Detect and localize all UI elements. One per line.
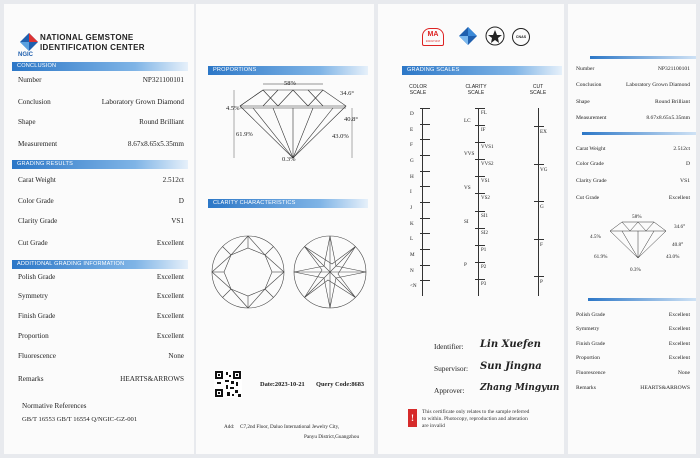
s-culet: 0.3% (630, 267, 641, 273)
crown-height: 4.5% (226, 105, 240, 112)
seal-badge-icon (485, 26, 505, 46)
ngic-logo-icon (18, 32, 40, 52)
clarity-subgrade-label: P2 (481, 264, 487, 270)
cut-grade-label: EX (540, 129, 547, 135)
clarity-tick (475, 125, 485, 126)
identifier-label: Identifier: (434, 342, 464, 351)
address-line2: Panyu District,Guangzhou (304, 434, 360, 440)
panel-summary: Number NP321100101 Conclusion Laboratory Grown Diamond Shape Round Brilliant Measurement 8.67x8.65x5.35mm Carat Weight 2.512ct Color Grade D Clarity Grade VS1 Cut Grade Excellent 58% 34.6° 4.5% 40.8° 61.9% 43.0% 0.3% Polish Grade Excellent Symmetry Excellent Finish Grade Excellent Proportion Excellent Fluorescence None Remarks HEARTS&ARROWS (568, 4, 696, 454)
s-crown-height: 4.5% (590, 234, 601, 240)
clarity-tick (475, 211, 485, 212)
cut-grade-label: G (540, 204, 544, 211)
cut-grade-label: F (540, 241, 543, 248)
cut-tick (534, 239, 544, 240)
crown-angle: 34.6° (340, 90, 354, 97)
supervisor-signature: Sun Jingna (480, 361, 542, 372)
cut-tick (534, 201, 544, 202)
warning-icon: ! (408, 409, 417, 427)
total-depth: 61.9% (236, 131, 253, 138)
approver-label: Approver: (434, 386, 465, 395)
color-grade-label: G (410, 158, 414, 164)
address-line1: C7,2nd Floor, Daluo International Jewelry City, (240, 424, 340, 430)
clarity-subgrade-label: P3 (481, 281, 487, 287)
color-tick (420, 218, 430, 219)
query-code: Query Code:8683 (316, 381, 365, 388)
color-grade-label: <N (410, 283, 417, 290)
clarity-subgrade-label: VS2 (481, 196, 490, 202)
issue-date: Date:2023-10-21 (260, 381, 305, 388)
color-tick (420, 155, 430, 156)
color-tick (420, 139, 430, 140)
clarity-subgrade-label: VVS1 (481, 145, 494, 151)
clarity-group-label: SI (464, 219, 469, 226)
table-pct: 58% (284, 80, 296, 87)
clarity-subgrade-label: SI1 (481, 213, 488, 219)
cut-tick (534, 126, 544, 127)
clarity-subgrade-label: IF (481, 128, 486, 134)
identifier-signature: Lin Xuefen (480, 339, 541, 350)
top-accent-line (590, 56, 696, 59)
clarity-group-label: P (464, 261, 467, 268)
panel-conclusion: NATIONAL GEMSTONE IDENTIFICATION CENTER NGIC CONCLUSION Number NP321100101 Conclusion Laboratory Grown Diamond Shape Round Brilliant Measurement 8.67x8.65x5.35mm GRADING RESULTS Carat Weight 2.512ct Color Grade D Clarity Grade VS1 Cut Grade Excellent ADDITIONAL GRADING INFORMATION Polish Grade Excellent Symmetry Excellent Finish Grade Excellent Proportion Excellent Fluorescence None Remarks HEARTS&ARROWS Normative References GB/T 16553 GB/T 16554 Q/NGIC-GZ-001 (4, 4, 194, 454)
s-crown-angle: 34.6° (674, 224, 686, 230)
color-grade-label: E (410, 126, 414, 133)
ma-badge: MA 2023171017 (422, 28, 444, 46)
approver-signature: Zhang Mingyun (480, 383, 560, 393)
clarity-subgrade-label: VVS2 (481, 162, 494, 168)
proportions-header: PROPORTIONS (208, 66, 368, 75)
panel-grading-scales (378, 4, 564, 454)
logo-text: NGIC (18, 52, 33, 58)
s-total-depth: 61.9% (594, 254, 608, 260)
s-pavilion-angle: 40.8° (672, 242, 684, 248)
clarity-subgrade-label: FL (481, 111, 487, 116)
color-grade-label: M (410, 252, 415, 258)
ngic-badge-icon (458, 26, 478, 46)
cut-grade-label: VG (540, 166, 548, 173)
cut-tick (534, 276, 544, 277)
color-tick (420, 233, 430, 234)
clarity-subgrade-label: SI2 (481, 230, 488, 236)
diamond-crown-plot-icon (210, 234, 286, 310)
color-grade-label: N (410, 267, 414, 274)
color-tick (420, 124, 430, 125)
org-name-line2: IDENTIFICATION CENTER (40, 43, 145, 52)
culet: 0.3% (282, 156, 296, 163)
color-grade-label: L (410, 236, 414, 243)
clarity-tick (475, 108, 485, 109)
additional-info-header: ADDITIONAL GRADING INFORMATION (12, 260, 188, 269)
clarity-tick (475, 159, 485, 160)
panel-proportions (196, 4, 374, 454)
color-grade-label: F (410, 142, 413, 149)
supervisor-label: Supervisor: (434, 364, 469, 373)
normative-value: GB/T 16553 GB/T 16554 Q/NGIC-GZ-001 (22, 416, 138, 423)
clarity-group-label: LC (464, 118, 471, 125)
color-grade-label: D (410, 111, 414, 117)
cut-tick (534, 164, 544, 165)
color-tick (420, 280, 430, 281)
color-tick (420, 171, 430, 172)
cut-scale-title: CUT SCALE (529, 84, 547, 96)
clarity-group-label: VS (464, 184, 471, 191)
address-label: Add: (224, 424, 235, 430)
grading-results-header: GRADING RESULTS (12, 160, 188, 169)
cut-grade-label: P (540, 279, 543, 286)
color-tick (420, 249, 430, 250)
bottom-accent-line (588, 298, 696, 301)
clarity-tick (475, 279, 485, 280)
clarity-tick (475, 262, 485, 263)
clarity-group-label: VVS (464, 150, 475, 157)
color-grade-label: I (410, 189, 412, 196)
color-grade-label: J (410, 205, 413, 211)
certificate-notice: This certificate only relates to the sample referred to within. Photocopy, reproduction and alteration are invalid (422, 409, 530, 429)
clarity-tick (475, 142, 485, 143)
color-tick (420, 186, 430, 187)
clarity-scale-title: CLARITY SCALE (465, 84, 487, 96)
mid-accent-line (582, 132, 696, 135)
pavilion-depth: 43.0% (332, 133, 349, 140)
qr-code-icon (214, 370, 242, 398)
color-scale-title: COLOR SCALE (409, 84, 427, 96)
color-tick (420, 202, 430, 203)
summary-proportion-diagram-icon (602, 218, 674, 262)
diamond-pavilion-plot-icon (292, 234, 368, 310)
pavilion-angle: 40.8° (344, 116, 358, 123)
conclusion-header: CONCLUSION (12, 62, 188, 71)
clarity-tick (475, 228, 485, 229)
clarity-subgrade-label: P1 (481, 247, 487, 253)
grading-scales-header: GRADING SCALES (402, 66, 562, 75)
color-grade-label: H (410, 173, 414, 180)
color-grade-label: K (410, 220, 414, 227)
s-pavilion-depth: 43.0% (666, 254, 680, 260)
cnas-badge: CNAS (512, 28, 530, 46)
clarity-subgrade-label: VS1 (481, 179, 490, 185)
org-name-line1: NATIONAL GEMSTONE (40, 33, 134, 42)
clarity-tick (475, 245, 485, 246)
color-tick (420, 108, 430, 109)
clarity-characteristics-header: CLARITY CHARACTERISTICS (208, 199, 368, 208)
clarity-scale-axis (478, 108, 479, 296)
clarity-tick (475, 176, 485, 177)
clarity-tick (475, 193, 485, 194)
normative-title: Normative References (22, 402, 87, 410)
s-table-pct: 58% (632, 214, 642, 220)
color-tick (420, 265, 430, 266)
